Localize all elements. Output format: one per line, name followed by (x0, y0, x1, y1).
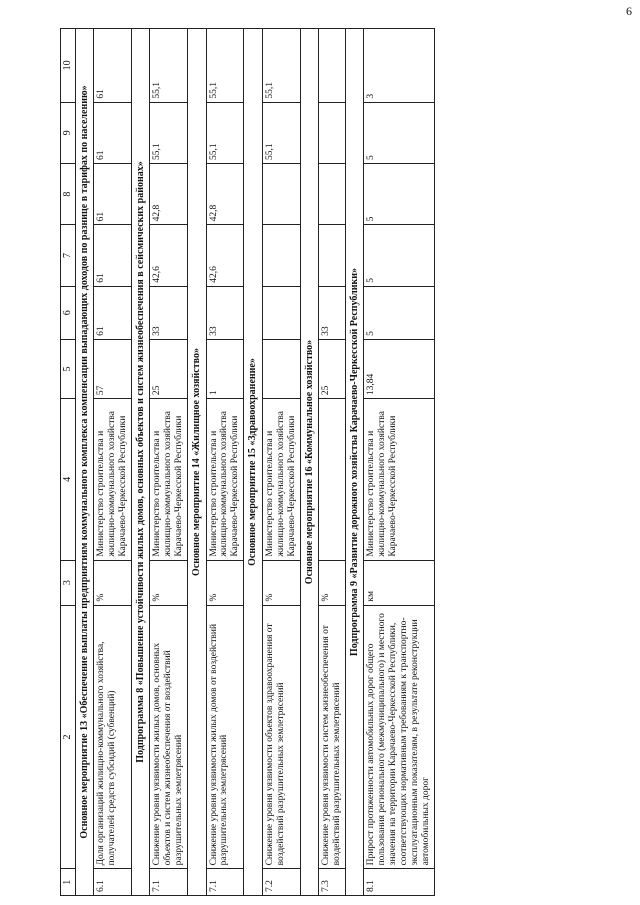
table-cell: 3 (364, 29, 435, 103)
section-title: Основное мероприятие 13 «Обеспечение выплаты предприятиям коммунального комплекса компенсации выпадающих доходов по разнице в тарифах по населению» (75, 29, 94, 896)
section-row (300, 29, 319, 896)
header-cell: 7 (61, 225, 76, 286)
table-cell: Министерство строительства и жилищно-коммунального хозяйства Карачаево-Черкесской Республики (206, 399, 244, 561)
table-cell (262, 339, 300, 398)
section-row (131, 29, 150, 896)
table-cell: 42,8 (150, 164, 188, 225)
header-row (61, 29, 76, 896)
table-cell: % (150, 560, 188, 605)
table-cell: 7.1 (206, 869, 244, 896)
table-cell: 55,1 (262, 102, 300, 163)
table-cell: 5 (364, 102, 435, 163)
table-cell: 61 (94, 164, 132, 225)
header-cell: 8 (61, 164, 76, 225)
table-cell: 33 (206, 286, 244, 339)
table-cell: 1 (206, 339, 244, 398)
table-cell (319, 164, 346, 225)
table-cell (262, 225, 300, 286)
section-row (244, 29, 263, 896)
table-cell: 55,1 (150, 102, 188, 163)
table-cell: % (262, 560, 300, 605)
header-cell: 5 (61, 339, 76, 398)
table-cell: 25 (150, 339, 188, 398)
table-cell: 33 (150, 286, 188, 339)
table-cell: 55,1 (262, 29, 300, 103)
table-cell: 7.3 (319, 869, 346, 896)
section-title: Подпрограмма 9 «Развитие дорожного хозяйства Карачаево-Черкесской Республики» (345, 29, 364, 896)
table-cell: 7.2 (262, 869, 300, 896)
table-cell: % (94, 560, 132, 605)
header-cell: 6 (61, 286, 76, 339)
table-cell: % (319, 560, 346, 605)
header-cell: 10 (61, 29, 76, 103)
table-cell: 8.1 (364, 869, 435, 896)
table-cell: 42,6 (150, 225, 188, 286)
table-row (150, 29, 188, 896)
table-cell: Министерство строительства и жилищно-коммунального хозяйства Карачаево-Черкесской Республики (364, 399, 435, 561)
section-row (75, 29, 94, 896)
table-row (319, 29, 346, 896)
table-cell: 5 (364, 225, 435, 286)
header-cell: 4 (61, 399, 76, 561)
section-row (345, 29, 364, 896)
table-cell (319, 225, 346, 286)
table-cell: Снижение уровня уязвимости объектов здравоохранения от воздействий разрушительных землетрясений (262, 605, 300, 869)
table-cell: Снижение уровня уязвимости жилых домов от воздействий разрушительных землетрясений (206, 605, 244, 869)
table-cell: Доля организаций жилищно-коммунального хозяйства, получателей средств субсидий (субвенций) (94, 605, 132, 869)
table-cell: Снижение уровня уязвимости жилых домов, основных объектов и систем жизнеобеспечения от воздействий разрушительных землетрясений (150, 605, 188, 869)
table-cell: 6.1 (94, 869, 132, 896)
table-cell (319, 399, 346, 561)
header-cell: 1 (61, 869, 76, 896)
section-row (188, 29, 207, 896)
table-row (206, 29, 244, 896)
table-cell: Министерство строительства и жилищно-коммунального хозяйства Карачаево-Черкесской Республики (150, 399, 188, 561)
table-cell: км (364, 560, 435, 605)
rotated-page (60, 28, 640, 896)
table-cell: Министерство строительства и жилищно-коммунального хозяйства Карачаево-Черкесской Республики (262, 399, 300, 561)
table-cell: 55,1 (206, 29, 244, 103)
table-cell: 61 (94, 225, 132, 286)
table-cell (262, 164, 300, 225)
table-cell: Прирост протяженности автомобильных дорог общего пользования регионального (межмуниципального) и местного значения на территории Карачаево-Черкесской Республики, соответствующих нормативным требованиям к транспортно-эксплуатационным показателям, в результате реконструкции автомобильных дорог (364, 605, 435, 869)
table-cell: 13,84 (364, 339, 435, 398)
table-row (262, 29, 300, 896)
section-title: Основное мероприятие 14 «Жилищное хозяйство» (188, 29, 207, 896)
table-cell: 61 (94, 286, 132, 339)
page-number: 6 (626, 4, 632, 18)
table-cell: 61 (94, 102, 132, 163)
table-cell: 5 (364, 164, 435, 225)
table-cell: 33 (319, 286, 346, 339)
table-cell: % (206, 560, 244, 605)
table-cell: Снижение уровня уязвимости систем жизнеобеспечения от воздействий разрушительных землетрясений (319, 605, 346, 869)
table-cell: 7.1 (150, 869, 188, 896)
table-container (60, 28, 640, 896)
section-title: Основное мероприятие 15 «Здравоохранение» (244, 29, 263, 896)
table-cell: 55,1 (206, 102, 244, 163)
table-row (94, 29, 132, 896)
table-cell (262, 286, 300, 339)
header-cell: 9 (61, 102, 76, 163)
table-cell: 61 (94, 29, 132, 103)
indicators-table (60, 28, 435, 896)
section-title: Подпрограмма 8 «Повышение устойчивости жилых домов, основных объектов и систем жизнеобеспечения в сейсмических районах» (131, 29, 150, 896)
table-cell: 57 (94, 339, 132, 398)
table-cell: 42,6 (206, 225, 244, 286)
table-cell: Министерство строительства и жилищно-коммунального хозяйства Карачаево-Черкесской Республики (94, 399, 132, 561)
table-cell: 55,1 (150, 29, 188, 103)
table-cell (319, 29, 346, 103)
table-cell: 42,8 (206, 164, 244, 225)
table-cell (319, 102, 346, 163)
table-cell: 5 (364, 286, 435, 339)
section-title: Основное мероприятие 16 «Коммунальное хозяйство» (300, 29, 319, 896)
table-cell: 25 (319, 339, 346, 398)
table-row (364, 29, 435, 896)
header-cell: 3 (61, 560, 76, 605)
header-cell: 2 (61, 605, 76, 869)
